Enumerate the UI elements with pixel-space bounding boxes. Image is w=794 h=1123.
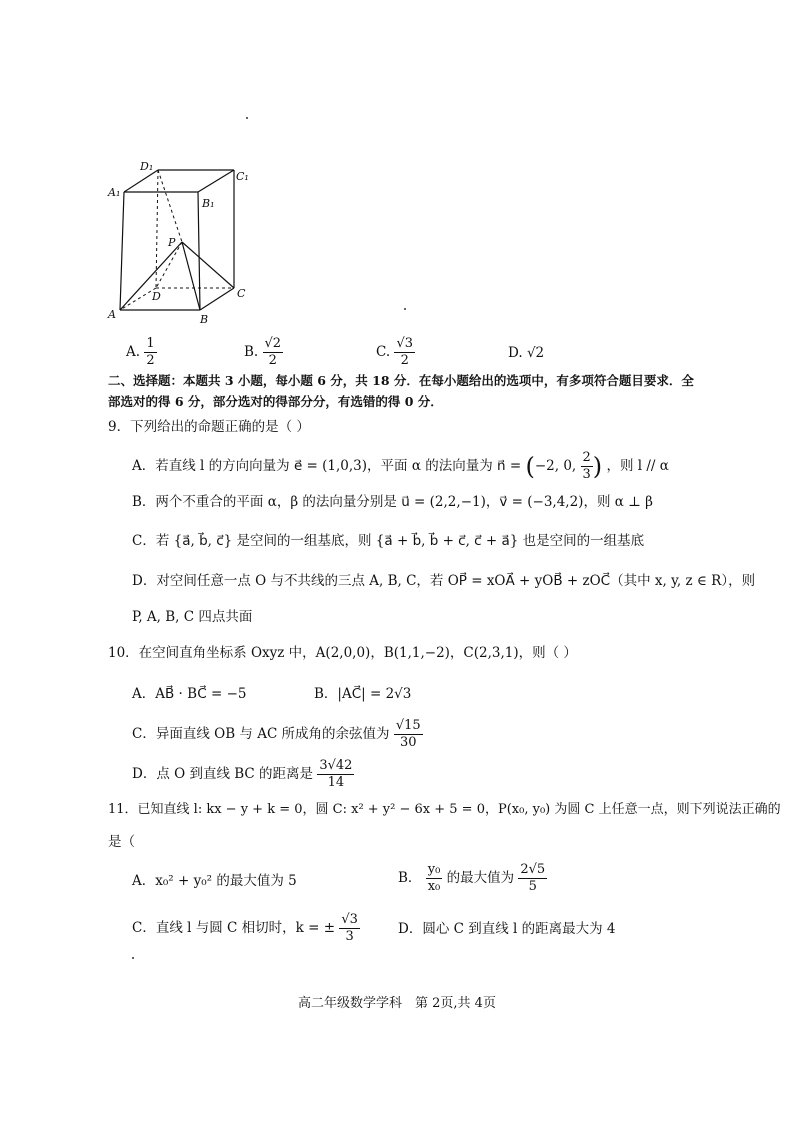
fraction-numerator: 3√42 [319, 758, 353, 773]
edge-d1a1 [124, 170, 158, 192]
edge-c1b1 [198, 170, 234, 192]
segment-pc [182, 242, 234, 288]
q8-option-a [126, 336, 157, 369]
label-d1: D₁ [140, 160, 154, 173]
segment-pb [182, 242, 200, 310]
q11-option-c-text: C．直线 l 与圆 C 相切时，k = ± [132, 920, 336, 936]
fraction-numerator: √3 [341, 912, 358, 927]
fraction-denominator: 30 [400, 735, 417, 750]
q11-option-b-label: B． [398, 870, 422, 886]
q11-stem-line2: 是（ [108, 834, 135, 850]
label-a1: A₁ [108, 186, 121, 199]
fraction-numerator: 2√5 [520, 862, 546, 877]
fraction-numerator: √15 [395, 718, 421, 733]
q10-stem: 10．在空间直角坐标系 Oxyz 中，A(2,0,0)，B(1,1,−2)，C(2,3,1)，则（ ） [108, 645, 577, 661]
scan-speck [132, 957, 134, 959]
q8-option-d-value: √2 [526, 345, 545, 361]
q9-option-d-line1: D．对空间任意一点 O 与不共线的三点 A, B, C，若 OP⃗ = xOA⃗ + yOB⃗ + zOC⃗（其中 x, y, z ∈ R），则 [132, 573, 756, 589]
left-paren: ( [525, 452, 535, 481]
edge-da-hidden [120, 288, 156, 310]
q11-option-b-text: 的最大值为 [446, 870, 515, 886]
q10-option-b: B．|AC⃗| = 2√3 [314, 686, 412, 702]
label-a: A [108, 308, 116, 321]
q9-option-a-conclusion: ，则 l // α [606, 458, 669, 474]
fraction-denominator: 5 [528, 879, 537, 894]
scan-speck [246, 117, 248, 119]
q9-option-c: C．若 {a⃗, b⃗, c⃗} 是空间的一组基底，则 {a⃗ + b⃗, b⃗ + c⃗, c⃗ + a⃗} 也是空间的一组基底 [132, 533, 645, 549]
q10-option-d-text: D．点 O 到直线 BC 的距离是 [132, 766, 314, 782]
q9-option-a-vector: −2, 0, [534, 458, 581, 474]
fraction [394, 336, 415, 369]
cuboid-figure [100, 150, 260, 330]
q11-option-b [398, 862, 547, 895]
label-c: C [237, 287, 246, 300]
q11-option-a: A．x₀² + y₀² 的最大值为 5 [132, 873, 297, 889]
q9-option-b: B．两个不重合的平面 α，β 的法向量分别是 u⃗ = (2,2,−1)，v⃗ = (−3,4,2)，则 α ⊥ β [132, 494, 653, 510]
q8-option-c [376, 336, 415, 369]
q9-option-a [132, 450, 669, 483]
fraction-denominator: 3 [582, 467, 591, 482]
q8-option-b-label: B. [244, 344, 259, 360]
label-b: B [200, 313, 209, 326]
fraction [339, 912, 360, 945]
q9-option-d-line2: P, A, B, C 四点共面 [132, 609, 253, 625]
fraction [426, 862, 443, 895]
label-c1: C₁ [236, 170, 249, 183]
fraction-numerator: √2 [264, 336, 282, 351]
edge-b1b [198, 192, 200, 310]
q10-option-d [132, 758, 354, 791]
fraction-numerator: y₀ [427, 862, 441, 877]
section2-line2: 部选对的得 6 分，部分选对的得部分分，有选错的得 0 分． [108, 394, 443, 409]
fraction-numerator: 1 [146, 336, 155, 351]
q11-option-d: D．圆心 C 到直线 l 的距离最大为 4 [398, 921, 616, 937]
fraction-denominator: 2 [146, 353, 155, 368]
page-footer: 高二年级数学学科 第 2页,共 4页 [298, 996, 496, 1011]
label-d: D [152, 290, 161, 303]
edge-a1a [120, 192, 124, 310]
fraction [581, 450, 593, 483]
q8-option-a-label: A. [126, 344, 141, 360]
q10-option-c [132, 718, 423, 751]
q8-option-c-label: C. [376, 344, 391, 360]
right-paren: ) [592, 452, 603, 481]
q9-option-a-text: A．若直线 l 的方向向量为 e⃗ = (1,0,3)，平面 α 的法向量为 n⃗ = [132, 458, 522, 474]
label-p: P [168, 236, 176, 249]
q11-stem-line1: 11．已知直线 l: kx − y + k = 0，圆 C: x² + y² − 6x + 5 = 0，P(x₀, y₀) 为圆 C 上任意一点，则下列说法正确的 [108, 802, 781, 817]
scan-speck [404, 308, 406, 310]
fraction [263, 336, 284, 369]
section2-line1: 二、选择题：本题共 3 小题，每小题 6 分，共 18 分．在每小题给出的选项中，有多项符合题目要求．全 [108, 373, 694, 388]
fraction-denominator: 3 [345, 929, 354, 944]
q11-option-c [132, 912, 360, 945]
q10-option-a: A．AB⃗ · BC⃗ = −5 [132, 686, 247, 702]
q10-option-c-text: C．异面直线 OB 与 AC 所成角的余弦值为 [132, 726, 390, 742]
fraction-denominator: 14 [327, 775, 345, 790]
edge-bc [200, 288, 234, 310]
label-b1: B₁ [202, 197, 215, 210]
fraction-numerator: √3 [396, 336, 413, 351]
fraction-denominator: x₀ [427, 879, 441, 894]
segment-d1p-hidden [158, 170, 182, 242]
fraction [394, 718, 423, 751]
fraction [518, 862, 547, 895]
fraction-numerator: 2 [582, 450, 591, 465]
fraction [144, 336, 156, 369]
fraction-denominator: 2 [400, 353, 409, 368]
fraction-denominator: 2 [268, 353, 277, 368]
segment-pa [120, 242, 182, 310]
q8-option-d-label: D. [508, 345, 523, 361]
q9-stem: 9．下列给出的命题正确的是（ ） [108, 419, 310, 435]
q8-option-d [508, 344, 544, 362]
fraction [317, 758, 354, 791]
q8-option-b [244, 336, 283, 369]
